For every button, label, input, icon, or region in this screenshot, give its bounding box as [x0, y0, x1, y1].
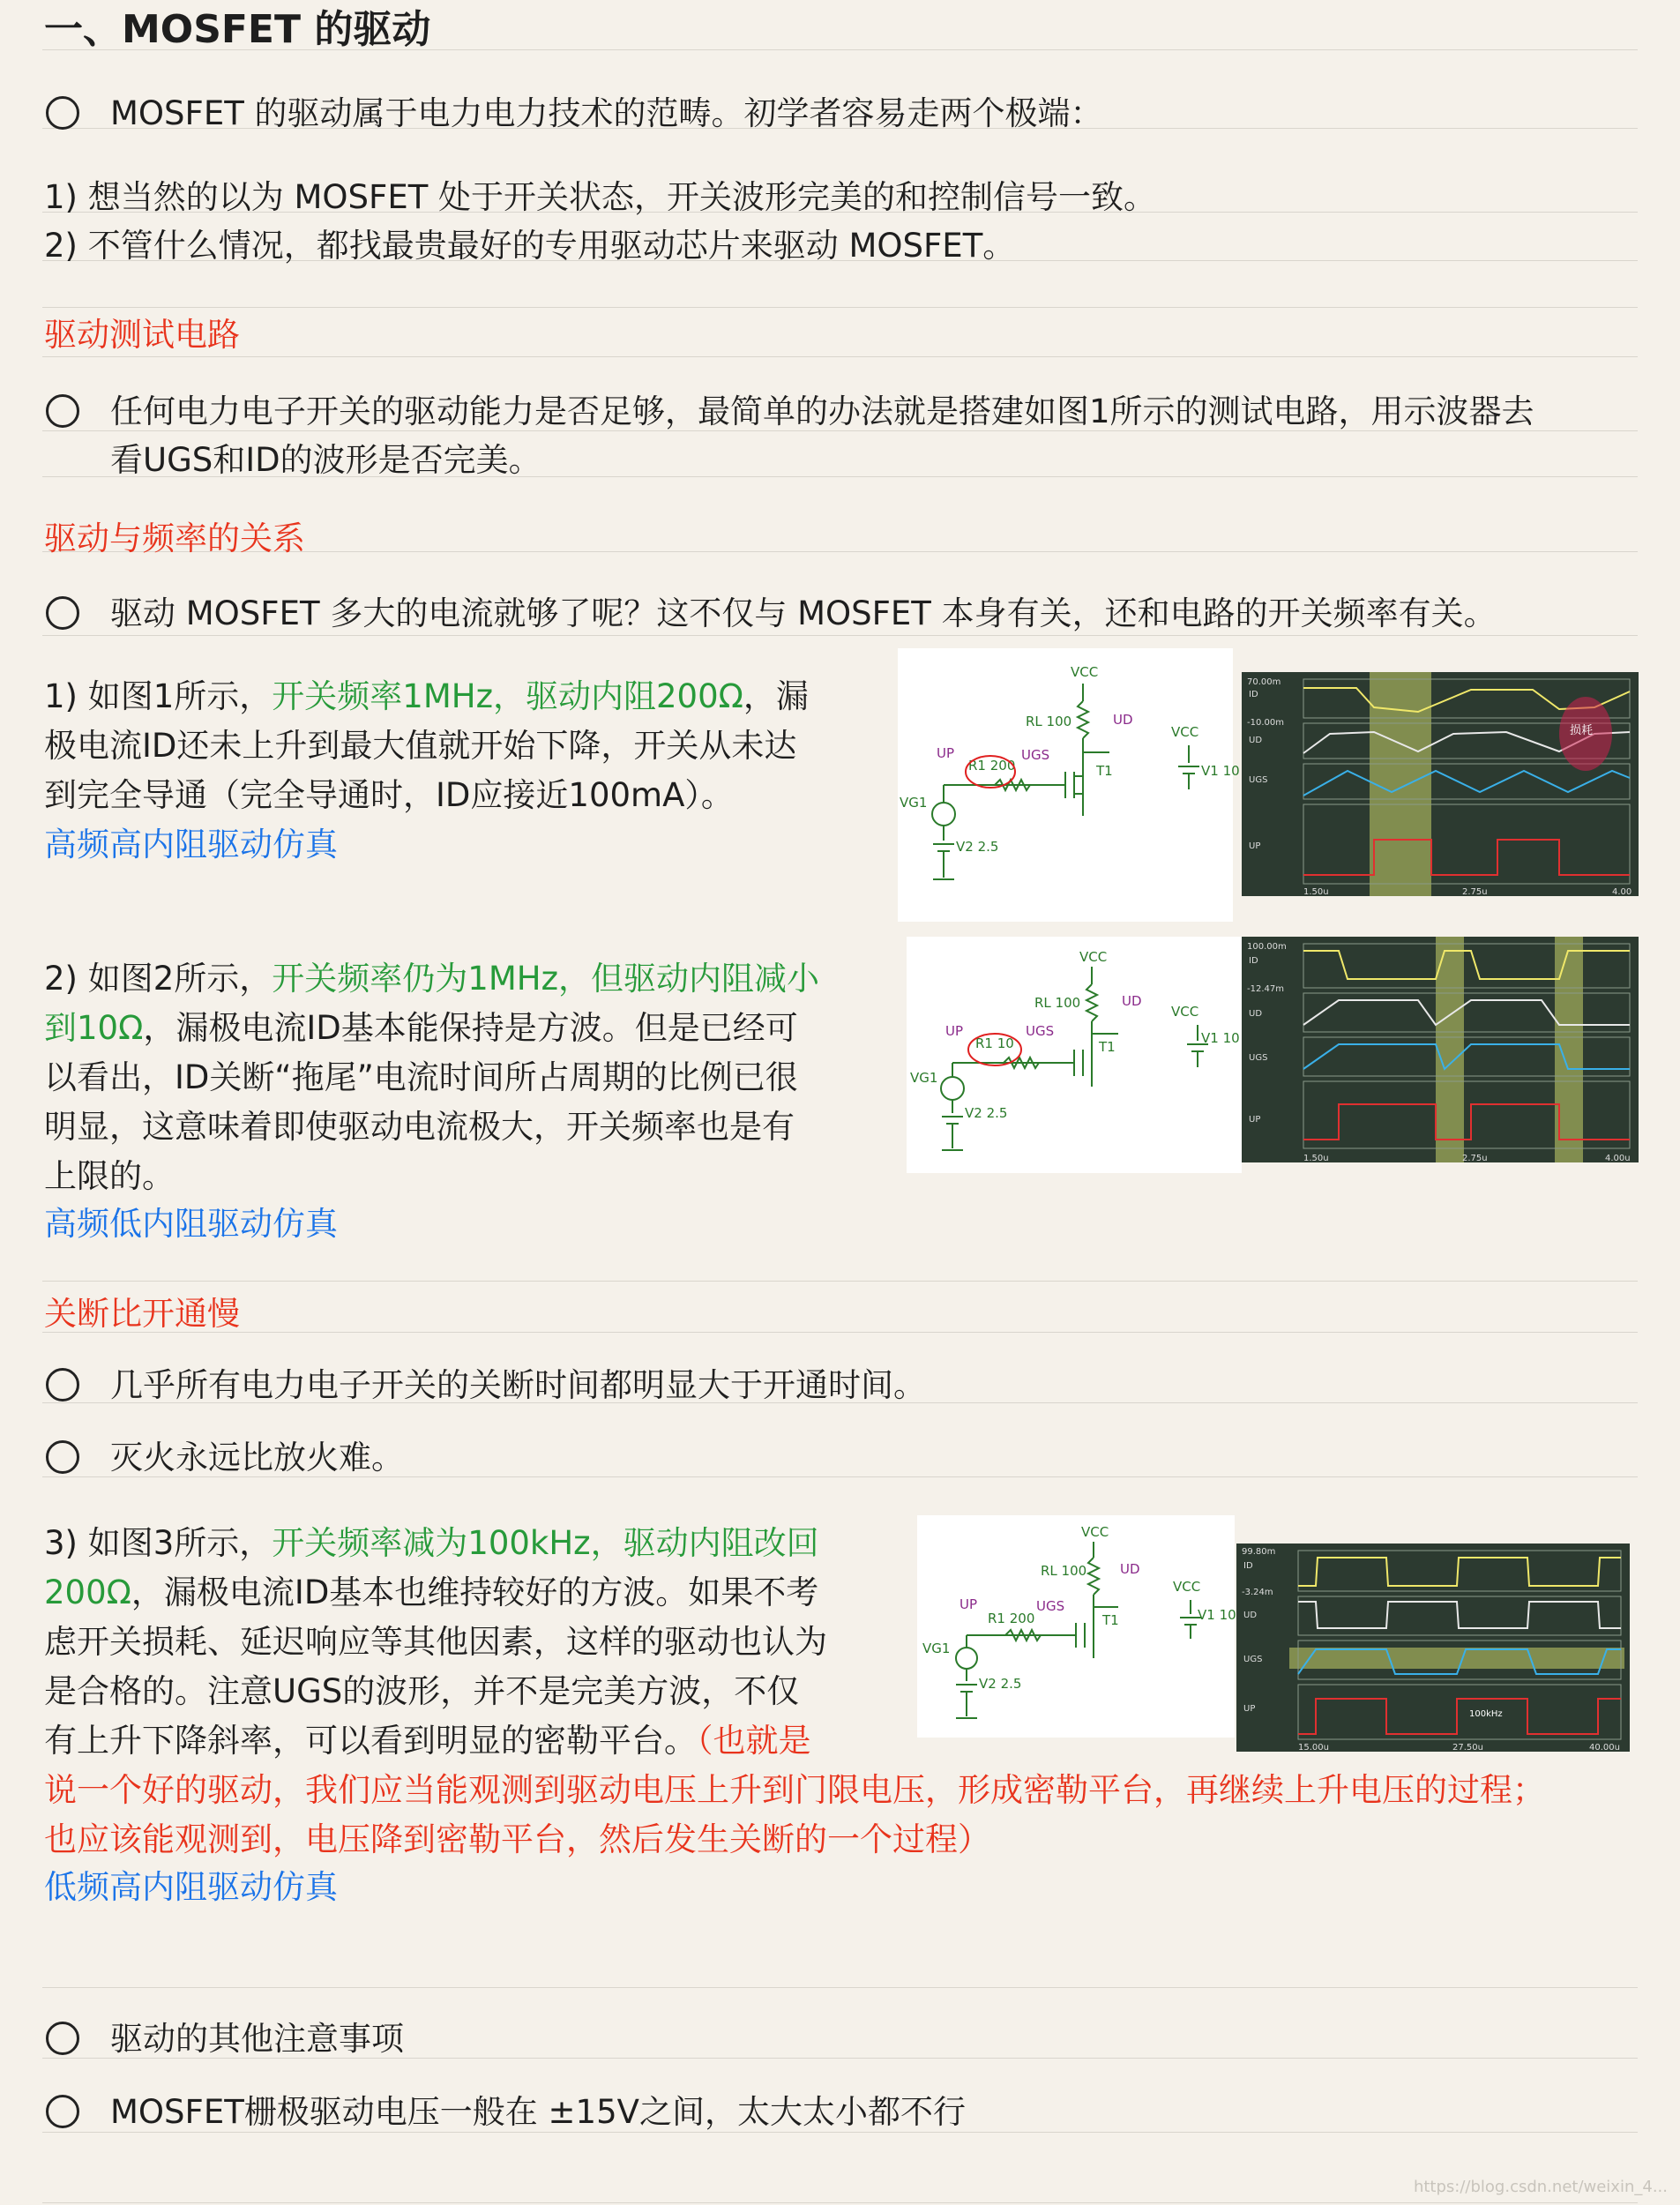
circuit-3-vg-label: VG1 — [922, 1641, 951, 1656]
scope-1-x-tick-0: 1.50u — [1303, 887, 1329, 897]
scope-1-svg — [1242, 672, 1639, 896]
scope-3-svg — [1236, 1544, 1630, 1752]
p3-highlight: 开关频率减为100kHz，驱动内阻改回 — [272, 1524, 819, 1562]
test-bullet-line-1: 任何电力电子开关的驱动能力是否足够，最简单的办法就是搭建如图1所示的测试电路，用示波器去 — [110, 392, 1534, 430]
p2-prefix: 2) 如图2所示， — [44, 960, 273, 998]
p3-line-5 — [44, 1716, 811, 1766]
p2-line-5: 上限的。 — [44, 1157, 175, 1195]
circuit-1-vcc2-label: VCC — [1171, 724, 1199, 740]
circuit-1-vcc-label: VCC — [1071, 664, 1099, 680]
p3-line-5-text: 有上升下降斜率，可以看到明显的密勒平台。 — [44, 1722, 697, 1760]
p1-highlight: 开关频率1MHz，驱动内阻200Ω — [272, 677, 743, 715]
scope-2-x-tick-2: 4.00u — [1605, 1154, 1631, 1163]
circuit-2-t1-label: T1 — [1099, 1039, 1116, 1055]
circuit-3-ugs-label: UGS — [1036, 1598, 1065, 1614]
p2-line-2-rest: ，漏极电流ID基本能保持是方波。但是已经可 — [143, 1009, 798, 1047]
scope-2-svg — [1242, 937, 1639, 1162]
intro-bullet-text: MOSFET 的驱动属于电力电力技术的范畴。初学者容易走两个极端： — [110, 94, 1103, 132]
scope-3-id-label: ID — [1243, 1561, 1253, 1571]
circuit-2-v2-label: V2 2.5 — [965, 1105, 1008, 1121]
scope-2-ugs-label: UGS — [1249, 1053, 1268, 1063]
p3-note-line-1: 说一个好的驱动，我们应当能观测到驱动电压上升到门限电压，形成密勒平台，再继续上升电压的过程； — [44, 1771, 1545, 1809]
other-bullet-2: MOSFET栅极驱动电压一般在 ±15V之间，太大太小都不行 — [110, 2093, 966, 2131]
p2-highlight: 开关频率仍为1MHz，但驱动内阻减小 — [272, 960, 819, 998]
section-title-test-circuit: 驱动测试电路 — [44, 316, 240, 354]
scope-1-id-tick: 70.00m — [1247, 677, 1281, 687]
circuit-diagram-2 — [907, 937, 1242, 1173]
p2-line-3: 以看出，ID关断“拖尾”电流时间所占周期的比例已很 — [44, 1058, 798, 1096]
scope-2-up-label: UP — [1249, 1115, 1261, 1125]
section-title-frequency: 驱动与频率的关系 — [44, 519, 305, 557]
circuit-1-up-label: UP — [937, 745, 955, 761]
p2-line-4: 明显，这意味着即使驱动电流极大，开关频率也是有 — [44, 1108, 795, 1146]
scope-2-x-tick-1: 2.75u — [1462, 1154, 1488, 1163]
scope-2-id-tick-2: -12.47m — [1247, 984, 1284, 994]
p3-line-4: 是合格的。注意UGS的波形，并不是完美方波，不仅 — [44, 1672, 800, 1710]
bullet-circle-icon — [46, 2022, 79, 2055]
p2-line-2 — [44, 1004, 798, 1053]
circuit-diagram-1 — [898, 648, 1240, 922]
circuit-3-rl-label: RL 100 — [1041, 1563, 1087, 1579]
bullet-circle-icon — [46, 1440, 79, 1474]
circuit-2-svg — [907, 937, 1242, 1173]
scope-3-ud-label: UD — [1243, 1611, 1258, 1620]
scope-3-x-tick-2: 40.00u — [1589, 1743, 1620, 1753]
intro-item-1: 1) 想当然的以为 MOSFET 处于开关状态，开关波形完美的和控制信号一致。 — [44, 178, 1157, 216]
bullet-circle-icon — [46, 596, 79, 630]
scope-3-id-tick: 99.80m — [1242, 1547, 1276, 1557]
scope-3-up-label: UP — [1243, 1704, 1256, 1714]
scope-3-note: 100kHz — [1469, 1709, 1503, 1719]
p3-line-2-rest: ，漏极电流ID基本也维持较好的方波。如果不考 — [131, 1573, 819, 1611]
circuit-2-v1-label: V1 10 — [1201, 1030, 1240, 1046]
p3-line-2 — [44, 1568, 818, 1618]
circuit-3-v2-label: V2 2.5 — [979, 1676, 1022, 1692]
circuit-1-ugs-label: UGS — [1021, 747, 1050, 763]
circuit-2-vcc-label: VCC — [1079, 949, 1108, 965]
circuit-1-t1-label: T1 — [1096, 763, 1113, 779]
bullet-circle-icon — [46, 96, 79, 130]
link-sim-low-freq-high-r[interactable]: 低频高内阻驱动仿真 — [44, 1868, 338, 1906]
p3-highlight-2: 200Ω — [44, 1573, 131, 1611]
p2-highlight-2: 到10Ω — [44, 1009, 144, 1047]
p3-note-start: （也就是 — [697, 1722, 811, 1760]
circuit-1-ud-label: UD — [1113, 712, 1133, 728]
scope-plot-1 — [1242, 672, 1639, 896]
scope-1-ugs-label: UGS — [1249, 775, 1268, 785]
bullet-circle-icon — [46, 1368, 79, 1401]
p1-prefix: 1) 如图1所示， — [44, 677, 273, 715]
p1-suffix: ，漏 — [743, 677, 809, 715]
scope-1-ud-label: UD — [1249, 736, 1263, 745]
scope-1-up-label: UP — [1249, 841, 1261, 851]
intro-item-2: 2) 不管什么情况，都找最贵最好的专用驱动芯片来驱动 MOSFET。 — [44, 227, 1016, 265]
page-title: 一、MOSFET 的驱动 — [44, 7, 431, 52]
p3-note-line-2: 也应该能观测到，电压降到密勒平台，然后发生关断的一个过程） — [44, 1820, 990, 1858]
circuit-1-rl-label: RL 100 — [1026, 714, 1072, 729]
bullet-circle-icon — [46, 2095, 79, 2128]
scope-3-id-tick-2: -3.24m — [1242, 1588, 1273, 1597]
circuit-3-vcc2-label: VCC — [1173, 1579, 1201, 1595]
p2-line-1 — [44, 954, 819, 1004]
scope-3-x-tick-1: 27.50u — [1452, 1743, 1483, 1753]
p1-line-1 — [44, 672, 809, 721]
scope-1-id-label: ID — [1249, 690, 1258, 699]
p3-line-3: 虑开关损耗、延迟响应等其他因素，这样的驱动也认为 — [44, 1623, 827, 1661]
scope-1-note: 损耗 — [1570, 724, 1594, 737]
circuit-3-v1-label: V1 10 — [1198, 1607, 1236, 1623]
scope-plot-3 — [1236, 1544, 1630, 1752]
circuit-2-up-label: UP — [945, 1023, 964, 1039]
test-bullet-line-2: 看UGS和ID的波形是否完美。 — [110, 441, 541, 479]
p3-line-1 — [44, 1519, 819, 1568]
link-sim-high-freq-low-r[interactable]: 高频低内阻驱动仿真 — [44, 1205, 338, 1243]
scope-2-id-tick: 100.00m — [1247, 942, 1287, 952]
circuit-1-vg-label: VG1 — [900, 795, 928, 811]
circuit-2-ud-label: UD — [1122, 993, 1142, 1009]
watermark: https://blog.csdn.net/weixin_4... — [1413, 2178, 1668, 2196]
scope-1-x-tick-2: 4.00 — [1612, 887, 1632, 897]
circuit-3-svg — [917, 1515, 1235, 1738]
circuit-3-t1-label: T1 — [1102, 1612, 1119, 1628]
scope-1-id-tick-2: -10.00m — [1247, 718, 1284, 728]
circuit-2-vcc2-label: VCC — [1171, 1004, 1199, 1020]
section-title-turnoff: 关断比开通慢 — [44, 1295, 240, 1333]
circuit-3-up-label: UP — [959, 1596, 978, 1612]
circuit-diagram-3 — [917, 1515, 1235, 1738]
circuit-1-r1-label: R1 200 — [968, 758, 1016, 774]
circuit-1-svg — [898, 648, 1240, 922]
circuit-2-rl-label: RL 100 — [1034, 995, 1081, 1011]
scope-1-x-tick-1: 2.75u — [1462, 887, 1488, 897]
scope-3-ugs-label: UGS — [1243, 1655, 1263, 1664]
circuit-2-ugs-label: UGS — [1026, 1023, 1055, 1039]
circuit-3-r1-label: R1 200 — [988, 1611, 1035, 1626]
scope-plot-2 — [1242, 937, 1639, 1162]
scope-2-ud-label: UD — [1249, 1009, 1263, 1019]
p3-prefix: 3) 如图3所示， — [44, 1524, 273, 1562]
circuit-3-vcc-label: VCC — [1081, 1524, 1109, 1540]
p1-line-3: 到完全导通（完全导通时，ID应接近100mA）。 — [44, 776, 734, 814]
circuit-1-v1-label: V1 10 — [1201, 763, 1240, 779]
scope-2-id-label: ID — [1249, 956, 1258, 966]
link-sim-high-freq-high-r[interactable]: 高频高内阻驱动仿真 — [44, 826, 338, 863]
circuit-2-vg-label: VG1 — [910, 1070, 938, 1086]
circuit-3-ud-label: UD — [1120, 1561, 1140, 1577]
circuit-2-r1-label: R1 10 — [975, 1035, 1014, 1051]
scope-2-x-tick-0: 1.50u — [1303, 1154, 1329, 1163]
p1-line-2: 极电流ID还未上升到最大值就开始下降，开关从未达 — [44, 727, 797, 765]
scope-3-x-tick-0: 15.00u — [1298, 1743, 1329, 1753]
circuit-1-v2-label: V2 2.5 — [956, 839, 999, 855]
turnoff-bullet-1: 几乎所有电力电子开关的关断时间都明显大于开通时间。 — [110, 1366, 926, 1404]
turnoff-bullet-2: 灭火永远比放火难。 — [110, 1439, 404, 1476]
freq-bullet-text: 驱动 MOSFET 多大的电流就够了呢？这不仅与 MOSFET 本身有关，还和电路的开关频率有关。 — [110, 594, 1497, 632]
bullet-circle-icon — [46, 394, 79, 428]
other-bullet-1: 驱动的其他注意事项 — [110, 2020, 404, 2058]
